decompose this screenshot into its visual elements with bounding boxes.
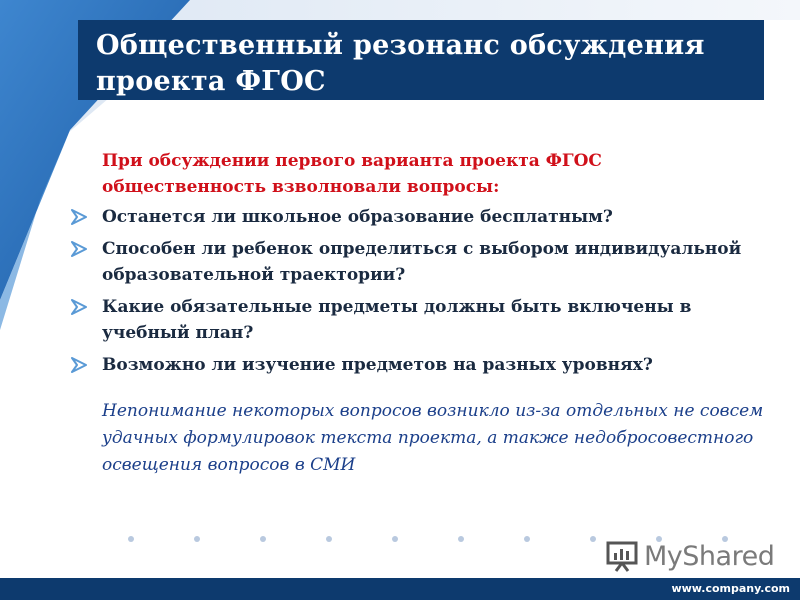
intro-text: При обсуждении первого варианта проекта ФГОС общественность взволновали вопросы: bbox=[102, 151, 602, 197]
slide-title-bar bbox=[78, 20, 764, 100]
question-text: Способен ли ребенок определиться с выбором индивидуальной образовательной траектории? bbox=[102, 239, 742, 285]
list-item bbox=[70, 352, 770, 378]
chevron-arrow-icon bbox=[70, 352, 102, 378]
footer-url[interactable]: www.company.com bbox=[671, 582, 790, 595]
note-text: Непонимание некоторых вопросов возникло из-за отдельных не совсем удачных формулировок текста проекта, а также недобросовестного освещения вопросов в СМИ bbox=[102, 401, 764, 475]
divider-dot bbox=[326, 536, 332, 542]
list-item bbox=[70, 204, 770, 230]
question-list bbox=[70, 204, 770, 378]
divider-dot bbox=[524, 536, 530, 542]
list-item bbox=[70, 294, 770, 346]
divider-dot bbox=[458, 536, 464, 542]
divider-dot bbox=[194, 536, 200, 542]
divider-dot bbox=[590, 536, 596, 542]
logo-text: MyShared bbox=[644, 540, 775, 572]
slide-title: Общественный резонанс обсуждения проекта ФГОС bbox=[96, 30, 705, 97]
footer-bar bbox=[0, 578, 800, 600]
question-text: Какие обязательные предметы должны быть включены в учебный план? bbox=[102, 297, 692, 343]
question-text: Возможно ли изучение предметов на разных уровнях? bbox=[102, 355, 653, 375]
slide-content bbox=[70, 148, 770, 479]
list-item bbox=[70, 236, 770, 288]
question-text: Останется ли школьное образование бесплатным? bbox=[102, 207, 613, 227]
divider-dot bbox=[128, 536, 134, 542]
divider-dot bbox=[392, 536, 398, 542]
myshared-logo bbox=[606, 536, 774, 576]
chevron-arrow-icon bbox=[70, 204, 102, 230]
chevron-arrow-icon bbox=[70, 236, 102, 262]
presentation-board-icon bbox=[606, 539, 640, 573]
divider-dot bbox=[260, 536, 266, 542]
chevron-arrow-icon bbox=[70, 294, 102, 320]
